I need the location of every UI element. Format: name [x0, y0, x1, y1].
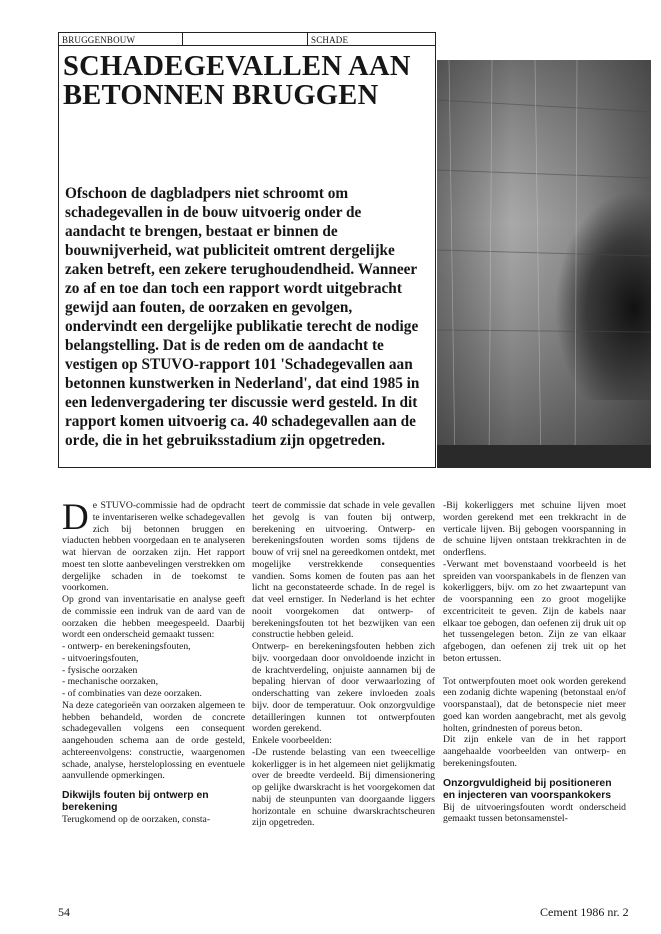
- title-block: [58, 46, 436, 468]
- body-column-3: [443, 500, 626, 825]
- journal-issue: Cement 1986 nr. 2: [540, 905, 629, 919]
- lead-paragraph: Ofschoon de dagbladpers niet schroomt om schadegevallen in de bouw uitvoerig onder de aandacht te brengen, bestaat er binnen de bouwnijverheid, wat publiciteit omtrent dergelijke zaken betreft, een zekere terughoudendheid. Wanneer zo af en toe dan toch een rapport wordt uitgebracht gewijd aan fouten, de oorzaken en gevolgen, ondervindt een dergelijke publikatie terecht de nodige belangstelling. Dat is de reden om de aandacht te vestigen op STUVO-rapport 101 'Schadegevallen aan betonnen kunstwerken in Nederland', dat eind 1985 in een ledenvergadering ter discussie werd gesteld. In dit rapport komen uitvoerig ca. 40 schadegevallen aan de orde, die in het gebruiksstadium zijn opgetreden.: [65, 185, 420, 449]
- section-label: BRUGGENBOUW: [58, 32, 183, 46]
- cause-list: [62, 641, 245, 700]
- drop-cap: D: [62, 497, 89, 538]
- list-item: - ontwerp- en berekeningsfouten,: [62, 641, 191, 652]
- paragraph: Enkele voorbeelden:: [252, 735, 332, 746]
- list-item: - mechanische oorzaken,: [62, 676, 159, 688]
- paragraph: Terugkomend op de oorzaken, consta-: [62, 814, 211, 825]
- paragraph: Tot ontwerpfouten moet ook worden gerekend een zodanig dichte wapening (betonstaal en/of voorspanstaal), dat de betonspecie niet meer goed kan worden aangebracht, met als gevolg holten, grindnesten of poreus beton.: [443, 675, 626, 734]
- topic-label: SCHADE: [308, 32, 436, 46]
- paragraph: teert de commissie dat schade in vele gevallen het gevolg is van fouten bij ontwerp, berekening en uitvoering. Ontwerp- en berekeningsfouten worden soms tijdens de bouw of vrij snel na gereedkomen ontdekt, met mogelijke verstrekkende consequenties vandien. Soms komen de fouten pas aan het licht na geconstateerde schade. In de regel is dat veel ernstiger. In Nederland is het echter nooit voorgekomen dat ontwerp- of berekeningsfouten tot het bezwijken van een constructie hebben geleid.: [252, 500, 435, 641]
- paragraph: -Bij kokerliggers met schuine lijven moet worden gerekend met een trekkracht in de verticale lijven. Bij gebogen voorspanning in de schuine lijven ontstaan trekkrachten in de onderflens.: [443, 500, 626, 558]
- list-item: - fysische oorzaken: [62, 664, 138, 676]
- bridge-photo: [437, 60, 651, 468]
- body-column-1: [62, 497, 245, 826]
- page-number: 54: [58, 905, 70, 919]
- paragraph: e STUVO-commissie had de opdracht te inventariseren welke schadegevallen zich bij betonnen bruggen en viaducten hebben voorgedaan en te analyseren wat hiervan de oorzaken zijn. Het rapport moest ten slotte aanbevelingen verstrekken om dergelijke schaden in de toekomst te voorkomen.: [62, 500, 245, 594]
- paragraph: Op grond van inventarisatie en analyse geeft de commissie een indruk van de aard van de oorzaken die hebben meegespeeld. Daarbij wordt een onderscheid gemaakt tussen:: [62, 594, 245, 641]
- section-subheading: Onzorgvuldigheid bij positioneren en injecteren van voorspankokers: [443, 777, 612, 801]
- paragraph-spacer: [443, 665, 626, 676]
- list-item: - of combinaties van deze oorzaken.: [62, 688, 202, 699]
- paragraph: -De rustende belasting van een tweecellige kokerligger is in het algemeen niet gelijkmatig over de breedte verdeeld. Bij dimensionering op gelijke dwarskracht is het voorgekomen dat nabij de steunpunten van doorgaande liggers horizontale en schuine dwarskrachtscheuren zijn opgetreden.: [252, 746, 435, 829]
- paragraph: Ontwerp- en berekeningsfouten hebben zich bijv. voorgedaan door onvoldoende inzicht in de krachtverdeling, onjuiste aannamen bij de bepaling hiervan of door verwaarlozing of onderschatting van zekere invloeden zoals bijv. door de temperatuur. Ook onzorgvuldige detailleringen kunnen tot ontwerpfouten worden gerekend.: [252, 641, 435, 735]
- paragraph: Dit zijn enkele van de in het rapport aangehaalde voorbeelden van ontwerp- en berekeningsfouten.: [443, 734, 626, 769]
- paragraph: Na deze categorieën van oorzaken algemeen te hebben behandeld, worden de concrete schadegevallen volgens een consequent aangehouden schema aan de orde gesteld, achtereenvolgens: constructie, waargenomen schade, analyse, hersteloplossing en eventuele aanvullende opmerkingen.: [62, 699, 245, 782]
- section-subheading: Dikwijls fouten bij ontwerp en berekening: [62, 790, 209, 813]
- body-column-2: [252, 500, 435, 829]
- paragraph: Bij de uitvoeringsfouten wordt onderscheid gemaakt tussen betonsamenstel-: [443, 801, 626, 825]
- paragraph: -Verwant met bovenstaand voorbeeld is het spreiden van voorspankabels in de flenzen van kokerliggers, bijv. om zo het zwaartepunt van de voorspanning een zo groot mogelijke excentriciteit te geven. Zijn de kabels naar elkaar toe gebogen, dan oefenen zij druk uit op het tussengelegen beton. Zijn ze van elkaar afgebogen, dan oefenen zij trek uit op het beton ertussen.: [443, 558, 626, 664]
- header-spacer-cell: [183, 32, 308, 46]
- list-item: - uitvoeringsfouten,: [62, 652, 139, 664]
- article-title: SCHADEGEVALLEN AAN BETONNEN BRUGGEN: [63, 51, 411, 111]
